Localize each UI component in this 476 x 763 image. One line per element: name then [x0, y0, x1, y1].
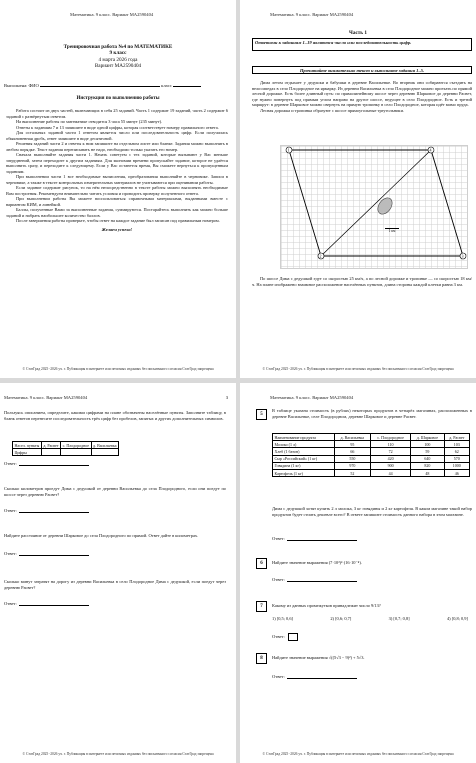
- table-cell: 900: [371, 462, 411, 469]
- table-row: [273, 469, 470, 476]
- map-lines: [281, 146, 467, 268]
- q1-intro: Пользуясь описанием, определите, какими цифрами на плане обозначены населённые пункты. Заполните таблицу, в бланк ответов перенесите последовательность трёх цифр без пробелов, запятых и других дополнительных символов.: [4, 410, 226, 421]
- q8-text: [272, 655, 472, 661]
- table-cell: 820: [411, 462, 444, 469]
- grade: 9 класс: [109, 50, 127, 57]
- table-cell: 970: [334, 462, 370, 469]
- village-map: [280, 145, 468, 269]
- q4-text: Сколько минут затратят на дорогу из деревни Васильевка в село Плодородное Дима с дедушкой, если поедут через деревню Расвет?: [4, 579, 226, 590]
- fio-row: [4, 83, 201, 88]
- speed-para: По шоссе Дима с дедушкой едут со скоростью 25 км/ч, а по лесной дорожке и тропинке — со скоростью 18 км/ч. На плане изображено взаимное расположение населённых пунктов, длина стороны каждой клетки равна 3 км.: [252, 276, 472, 287]
- table-row: [273, 462, 470, 469]
- table-row-label: Цифры: [13, 449, 42, 456]
- scale-label: 1 км: [388, 229, 396, 233]
- option[interactable]: 2) [0,6; 0,7]: [330, 616, 352, 621]
- svg-text:2: 2: [319, 253, 322, 259]
- q2-text: Сколько километров проедут Дима с дедушкой от деревни Васильевка до села Плодородного, если они поедут по шоссе через деревню Расвет?: [4, 486, 226, 497]
- work-title: Тренировочная работа №4 по МАТЕМАТИКЕ: [63, 44, 173, 50]
- instr-para: Для остальных заданий части 1 ответом является число или последовательность цифр. Если получилась обыкновенная дробь, ответ запишите в виде десятичной.: [6, 130, 228, 141]
- table-cell: 48: [411, 469, 444, 476]
- answer-cell[interactable]: [61, 449, 91, 456]
- page-footer: © СтатГрад 2025−2026 уч. г. Публикация в интернете или печатных изданиях без письменного согласия СтатГрад запрещена: [262, 752, 454, 756]
- page-header: Математика. 9 класс. Вариант МА2590404: [270, 395, 354, 400]
- table-cell: Сыр «Российский» (1 кг): [273, 455, 335, 462]
- table-cell: 570: [444, 455, 469, 462]
- answer-line[interactable]: [272, 674, 357, 679]
- table-header: д. Расвет: [43, 442, 59, 448]
- answer-label: Ответ:: [272, 674, 285, 679]
- instruction-title: Инструкция по выполнению работы: [76, 96, 160, 101]
- page-header: Математика. 9 класс. Вариант МА2590404: [4, 395, 88, 400]
- speed-text: [252, 276, 472, 287]
- answer-cell[interactable]: [41, 449, 60, 456]
- q5-after: Дима с дедушкой хотят купить 2 л молока, 3 кг говядины и 2 кг картофеля. В каком магазине такой набор продуктов будет стоить дешевле всего? В ответе запишите стоимость данного набора в этом магазине.: [272, 506, 472, 517]
- scale-bar: [385, 228, 399, 233]
- answer-line[interactable]: [272, 633, 298, 641]
- part-note-box: [252, 38, 472, 51]
- class-label: класс: [161, 83, 172, 88]
- answer-line[interactable]: [272, 577, 357, 582]
- story-para: Дима летом отдыхает у дедушки и бабушки в деревне Васильевке. Во вторник они собираются съездить на велосипедах в село Плодородное на ярмарку. Из деревни Васильевка в село Плодородное можно проехать по прямой лесной дорожке. Есть более длинный путь: по прямолинейному шоссе через деревню Шарковое до деревни Расвет, где нужно повернуть под прямым углом направо на другое шоссе, ведущее в село Плодородное. Есть и третий маршрут: в деревне Шарковое можно свернуть на прямую тропинку в село Плодородное, которая идёт мимо пруда.: [252, 80, 472, 107]
- answer-label: Ответ:: [4, 551, 17, 556]
- table-header: д. Васильевка: [93, 442, 117, 448]
- table-header: д. Шарковое: [411, 434, 444, 441]
- q8-expression: √((5√3 − 9)²) + 5√3.: [328, 655, 365, 660]
- option[interactable]: 1) [0,5; 0,6]: [272, 616, 293, 621]
- svg-text:1: 1: [287, 147, 290, 153]
- instr-para: При выполнении части 1 все необходимые вычисления, преобразования выполняйте в черновике. Записи в черновике, а также в тексте контрольных измерительных материалов не учитываются при оценивании работы.: [6, 174, 228, 185]
- instruction-text: [6, 108, 228, 232]
- date: 4 марта 2026 года: [98, 56, 138, 63]
- q6-text: [272, 560, 472, 566]
- table-cell: 420: [371, 455, 411, 462]
- instr-para: При выполнении работы Вы можете воспользоваться справочными материалами, выданными вместе с вариантом КИМ, и линейкой.: [6, 196, 228, 207]
- page-3: [0, 383, 236, 763]
- prices-table: [272, 433, 470, 477]
- table-header: Наименование продукта: [273, 434, 335, 441]
- table-cell: Картофель (1 кг): [273, 469, 335, 476]
- table-header: с. Плодородное: [62, 442, 90, 448]
- answer-label: Ответ:: [4, 601, 17, 606]
- table-cell: 95: [334, 441, 370, 448]
- instr-para: Сначала выполняйте задания части 1. Начать советуем с тех заданий, которые вызывают у Вас меньше затруднений, затем переходите к другим заданиям. Для экономии времени пропускайте задание, которое не удаётся выполнить сразу, и переходите к следующему. Если у Вас останется время, Вы сможете вернуться к пропущенным заданиям.: [6, 152, 228, 174]
- instr-para: Работа состоит из двух частей, включающих в себя 25 заданий. Часть 1 содержит 19 заданий, часть 2 содержит 6 заданий с развёрнутым ответом.: [6, 108, 228, 119]
- q8-label: Найдите значение выражения: [272, 655, 328, 660]
- fio-field[interactable]: [40, 86, 160, 87]
- table-header: Насел. пункты: [14, 442, 40, 448]
- instr-para: Решения заданий части 2 и ответы к ним запишите на отдельном листе или бланке. Задания можно выполнять в любом порядке. Текст задания переписывать не надо, необходимо только указать его номер.: [6, 141, 228, 152]
- table-cell: 110: [371, 441, 411, 448]
- page-1: [0, 0, 236, 378]
- q6-expression: (7·10³)²·(16·10⁻⁴).: [328, 560, 362, 565]
- fio-label: Выполнена: ФИО: [4, 83, 39, 88]
- answer-line[interactable]: [272, 536, 357, 541]
- table-cell: 46: [444, 469, 469, 476]
- task-banner: [252, 66, 472, 74]
- page-2: [240, 0, 476, 378]
- instr-para: После завершения работы проверьте, чтобы ответ на каждое задание был записан под правильным номером.: [16, 218, 220, 223]
- option[interactable]: 3) [0,7; 0,8]: [388, 616, 410, 621]
- answer-line[interactable]: [4, 508, 89, 513]
- svg-text:4: 4: [429, 147, 432, 153]
- table-row: [273, 448, 470, 455]
- table-header: д. Васильевка: [334, 434, 370, 441]
- table-cell: 550: [334, 455, 370, 462]
- q1-table: [12, 441, 119, 456]
- answer-label: Ответ:: [4, 461, 17, 466]
- instr-para: Ответы к заданиям 7 и 13 запишите в виде одной цифры, которая соответствует номеру правильного ответа.: [16, 124, 219, 130]
- answer-cell[interactable]: [91, 449, 119, 456]
- table-header: д. Расвет: [444, 434, 469, 441]
- table-header: с. Плодородное: [371, 434, 411, 441]
- table-cell: 103: [444, 441, 469, 448]
- table-cell: Молоко (1 л): [273, 441, 335, 448]
- table-cell: 62: [444, 448, 469, 455]
- answer-line[interactable]: [4, 461, 89, 466]
- instr-para: Если задание содержит рисунок, то на нём непосредственно в тексте работы можно выполнять необходимые Вам построения. Рекомендуем внимательно читать условия и проводить проверку полученного ответа.: [6, 185, 228, 196]
- instr-para: На выполнение работы по математике отводится 3 часа 55 минут (235 минут).: [16, 119, 163, 124]
- q5-text: В таблице указана стоимость (в рублях) некоторых продуктов в четырёх магазинах, расположенных в деревне Васильевке, селе Плодородном, деревне Шарковое и деревне Расвет.: [272, 408, 472, 419]
- wish: Желаем успеха!: [101, 226, 133, 232]
- question-number: 6: [256, 558, 267, 569]
- story-text: [252, 80, 472, 113]
- instr-para: Баллы, полученные Вами за выполненные задания, суммируются. Постарайтесь выполнить как можно больше заданий и набрать наибольшее количество баллов.: [6, 207, 228, 218]
- table-cell: 100: [411, 441, 444, 448]
- answer-line[interactable]: [4, 551, 89, 556]
- question-number: 5: [256, 409, 267, 420]
- table-row: [273, 441, 470, 448]
- table-cell: 44: [371, 469, 411, 476]
- table-cell: 1000: [444, 462, 469, 469]
- q7-text: Какому из данных промежутков принадлежит число 9/13?: [272, 603, 381, 608]
- answer-label: Ответ:: [272, 536, 285, 541]
- table-row: [273, 455, 470, 462]
- table-cell: 52: [334, 469, 370, 476]
- answer-line[interactable]: [4, 601, 89, 606]
- page-4: [240, 383, 476, 763]
- question-number: 7: [256, 601, 267, 612]
- answer-label: Ответ:: [4, 508, 17, 513]
- page-footer: © СтатГрад 2025−2026 уч. г. Публикация в интернете или печатных изданиях без письменного согласия СтатГрад запрещена: [22, 367, 214, 371]
- q3-text: Найдите расстояние от деревни Шарковое до села Плодородного по прямой. Ответ дайте в километрах.: [4, 533, 199, 538]
- option[interactable]: 4) [0,8; 0,9]: [446, 616, 468, 621]
- answer-label: Ответ:: [272, 577, 285, 582]
- table-cell: 59: [411, 448, 444, 455]
- answer-label: Ответ:: [272, 634, 285, 640]
- q7-options: [272, 616, 468, 621]
- q6-label: Найдите значение выражения: [272, 560, 328, 565]
- class-field[interactable]: [173, 86, 201, 87]
- page-footer: © СтатГрад 2025−2026 уч. г. Публикация в интернете или печатных изданиях без письменного согласия СтатГрад запрещена: [262, 367, 454, 371]
- table-cell: Хлеб (1 батон): [273, 448, 335, 455]
- question-number: 8: [256, 653, 267, 664]
- task-banner-text: Прочитайте внимательно текст и выполните задания 1–5.: [299, 67, 425, 73]
- variant: Вариант МА2590404: [94, 63, 142, 70]
- pond: [375, 195, 395, 217]
- page-header: Математика. 9 класс. Вариант МА2590404: [270, 12, 354, 17]
- page-footer: © СтатГрад 2025−2026 уч. г. Публикация в интернете или печатных изданиях без письменного согласия СтатГрад запрещена: [22, 752, 214, 756]
- table-cell: 640: [411, 455, 444, 462]
- page-header: Математика. 9 класс. Вариант МА2590404: [70, 12, 154, 17]
- table-cell: 72: [371, 448, 411, 455]
- story-para: Лесная дорожка и тропинка образуют с шоссе прямоугольные треугольники.: [260, 107, 405, 113]
- table-cell: 66: [334, 448, 370, 455]
- table-cell: Говядина (1 кг): [273, 462, 335, 469]
- svg-text:3: 3: [461, 253, 464, 259]
- part-title: Часть 1: [349, 30, 367, 36]
- part-note: Ответами к заданиям 1–19 являются число или последовательность цифр.: [255, 40, 412, 45]
- page-number: 3: [225, 395, 228, 400]
- title-block: [0, 44, 236, 70]
